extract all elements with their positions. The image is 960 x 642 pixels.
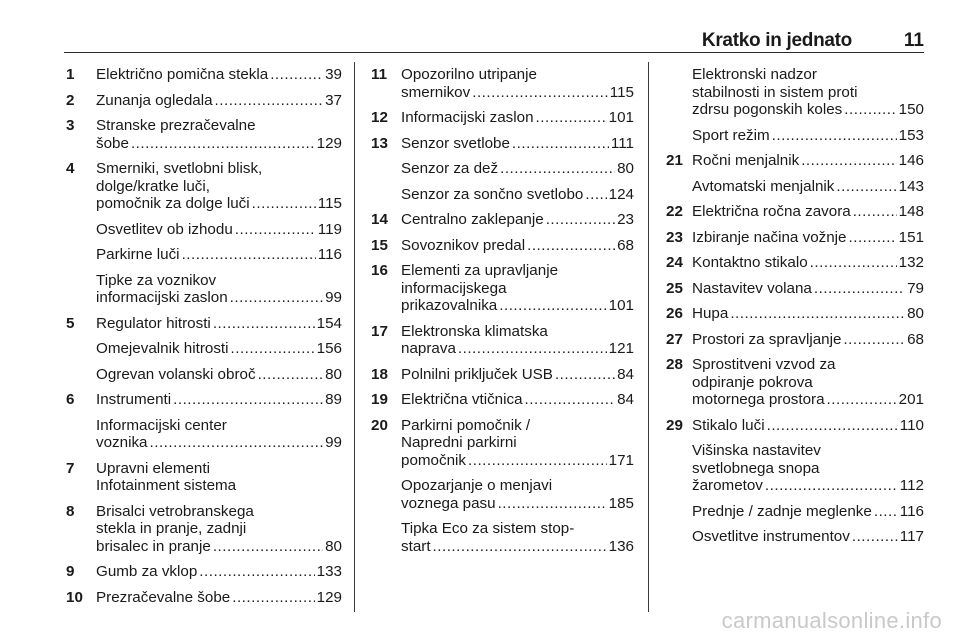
entry-last-line	[96, 538, 342, 556]
dot-leader	[874, 503, 898, 521]
dot-leader	[131, 135, 315, 153]
entry-last-line	[692, 203, 924, 221]
page-reference[interactable]: 79	[907, 279, 924, 297]
entry-last-line	[96, 195, 342, 213]
dot-leader	[468, 452, 607, 470]
index-entry	[66, 391, 342, 409]
callout-number: 18	[371, 365, 388, 383]
entry-last-line	[96, 289, 342, 307]
dot-leader	[231, 340, 315, 358]
page-reference[interactable]: 110	[899, 416, 924, 434]
entry-text-line: Infotainment sistema	[96, 477, 237, 494]
entry-last-line	[692, 331, 924, 349]
entry-text-line: Tipke za voznikov	[96, 271, 217, 289]
page-reference[interactable]: 116	[317, 246, 342, 263]
entry-label: pomočnik za dolge luči	[96, 195, 250, 212]
index-entry	[371, 160, 634, 178]
page-reference[interactable]: 80	[907, 305, 924, 322]
entry-text-line: svetlobnega snopa	[692, 459, 820, 477]
dot-leader	[827, 391, 897, 409]
entry-last-line	[401, 391, 634, 409]
page-reference[interactable]: 68	[617, 236, 634, 254]
page-reference[interactable]: 124	[608, 185, 634, 203]
dot-leader	[810, 254, 897, 272]
entry-text-line: informacijskega	[401, 279, 507, 297]
index-column-1	[66, 66, 342, 614]
entry-text-line: stabilnosti in sistem proti	[692, 83, 858, 101]
entry-label: Informacijski zaslon	[401, 109, 534, 126]
index-entry	[371, 186, 634, 204]
callout-number: 13	[371, 134, 388, 152]
entry-label: Sovoznikov predal	[401, 236, 526, 254]
page-reference[interactable]: 133	[316, 563, 342, 580]
index-entry	[371, 66, 634, 101]
entry-last-line	[96, 315, 342, 333]
index-entry	[666, 66, 924, 119]
entry-text-line: Višinska nastavitev	[692, 442, 821, 459]
page-reference[interactable]: 89	[325, 391, 342, 408]
dot-leader	[215, 92, 324, 110]
entry-last-line	[401, 538, 634, 556]
page-reference[interactable]: 84	[617, 365, 634, 383]
dot-leader	[844, 101, 896, 119]
page-reference[interactable]: 68	[907, 330, 924, 348]
entry-label: Centralno zaklepanje	[401, 211, 544, 228]
dot-leader	[213, 538, 323, 556]
entry-last-line	[96, 135, 342, 153]
page-title: Kratko in jednato	[701, 30, 852, 51]
entry-last-line	[401, 340, 634, 358]
entry-label: Polnilni priključek USB	[401, 365, 553, 383]
index-entry	[371, 477, 634, 512]
entry-last-line	[692, 178, 924, 196]
dot-leader	[525, 391, 616, 409]
page-reference[interactable]: 132	[898, 254, 924, 271]
dot-leader	[150, 434, 324, 452]
entry-label: Sport režim	[692, 126, 770, 144]
dot-leader	[765, 477, 898, 495]
dot-leader	[252, 195, 316, 213]
page-reference[interactable]: 146	[898, 152, 924, 169]
dot-leader	[843, 331, 905, 349]
entry-label: Parkirne luči	[96, 246, 180, 263]
entry-last-line	[692, 152, 924, 170]
entry-text-line: Parkirni pomočnik /	[401, 416, 531, 434]
index-column-2	[371, 66, 634, 563]
page-reference[interactable]: 148	[898, 203, 924, 220]
entry-text-line: Tipka Eco za sistem stop-	[401, 520, 575, 537]
dot-leader	[512, 135, 609, 153]
dot-leader	[849, 229, 897, 247]
entry-label: Senzor za sončno svetlobo	[401, 185, 584, 203]
entry-label: Električna vtičnica	[401, 391, 523, 408]
entry-label: Ogrevan volanski obroč	[96, 365, 256, 383]
callout-number: 27	[666, 330, 683, 348]
index-entry	[66, 417, 342, 452]
index-entry	[66, 66, 342, 84]
page-reference[interactable]: 201	[898, 391, 924, 408]
dot-leader	[258, 366, 324, 384]
entry-last-line	[401, 297, 634, 315]
index-entry	[66, 340, 342, 358]
index-entry	[666, 229, 924, 247]
index-entry	[66, 92, 342, 110]
entry-label: Osvetlitev ob izhodu	[96, 220, 233, 238]
callout-number: 5	[66, 314, 75, 332]
index-entry	[371, 520, 634, 555]
entry-label: Osvetlitve instrumentov	[692, 528, 850, 545]
entry-text-line: Informacijski center	[96, 416, 227, 434]
dot-leader	[270, 66, 323, 84]
entry-text-line: stekla in pranje, zadnji	[96, 520, 247, 537]
entry-label: pomočnik	[401, 451, 466, 469]
index-entry	[666, 254, 924, 272]
entry-label: šobe	[96, 134, 129, 152]
index-entry	[371, 109, 634, 127]
dot-leader	[852, 528, 898, 546]
entry-last-line	[96, 66, 342, 84]
index-entry	[371, 366, 634, 384]
page-reference[interactable]: 37	[325, 91, 342, 109]
index-entry	[371, 135, 634, 153]
dot-leader	[499, 297, 606, 315]
page-header	[64, 26, 924, 53]
callout-number: 26	[666, 305, 683, 322]
dot-leader	[555, 366, 615, 384]
entry-last-line	[401, 109, 634, 127]
entry-text-line: Smerniki, svetlobni blisk,	[96, 160, 263, 177]
page-reference[interactable]: 116	[899, 502, 924, 520]
dot-leader	[536, 109, 607, 127]
index-entry	[66, 117, 342, 152]
page-reference[interactable]: 154	[316, 314, 342, 332]
entry-label: Nastavitev volana	[692, 279, 812, 297]
entry-last-line	[96, 340, 342, 358]
callout-number: 2	[66, 91, 75, 109]
callout-number: 4	[66, 160, 75, 177]
entry-text-line: Elektronski nadzor	[692, 66, 817, 83]
dot-leader	[836, 178, 896, 196]
page-reference[interactable]: 185	[608, 494, 634, 512]
page-reference[interactable]: 23	[617, 211, 634, 228]
entry-label: Omejevalnik hitrosti	[96, 340, 229, 357]
page-reference[interactable]: 101	[608, 109, 634, 126]
entry-label: Stikalo luči	[692, 416, 765, 434]
callout-number: 3	[66, 117, 75, 134]
entry-last-line	[692, 528, 924, 546]
callout-number: 15	[371, 236, 388, 254]
index-entry	[666, 305, 924, 323]
page-reference[interactable]: 80	[617, 160, 634, 177]
index-entry	[666, 280, 924, 298]
entry-text-line: Sprostitveni vzvod za	[692, 356, 836, 373]
entry-last-line	[401, 186, 634, 204]
entry-last-line	[96, 563, 342, 581]
index-entry	[666, 178, 924, 196]
entry-label: Zunanja ogledala	[96, 91, 213, 109]
page-reference[interactable]: 112	[899, 477, 924, 494]
index-entry	[371, 417, 634, 470]
page-reference[interactable]: 115	[317, 195, 342, 212]
entry-last-line	[96, 92, 342, 110]
entry-label: Prezračevalne šobe	[96, 588, 231, 606]
index-entry	[66, 366, 342, 384]
entry-last-line	[96, 391, 342, 409]
entry-label: Električna ročna zavora	[692, 203, 851, 220]
index-entry	[666, 442, 924, 495]
dot-leader	[235, 221, 316, 239]
callout-number: 19	[371, 391, 388, 408]
page-reference[interactable]: 111	[610, 134, 634, 152]
entry-label: Regulator hitrosti	[96, 314, 211, 332]
index-entry	[666, 203, 924, 221]
entry-last-line	[401, 160, 634, 178]
index-entry	[66, 272, 342, 307]
dot-leader	[801, 152, 896, 170]
page-reference[interactable]: 151	[898, 228, 924, 246]
callout-number: 20	[371, 416, 388, 434]
index-column-3	[666, 66, 924, 554]
index-entry	[371, 237, 634, 255]
entry-label: Prednje / zadnje meglenke	[692, 502, 872, 520]
page-reference[interactable]: 80	[325, 365, 342, 383]
dot-leader	[173, 391, 323, 409]
entry-text-line: Brisalci vetrobranskega	[96, 502, 254, 520]
callout-number: 10	[66, 588, 83, 606]
callout-number: 6	[66, 391, 75, 408]
entry-text-line: Stranske prezračevalne	[96, 117, 256, 134]
entry-last-line	[401, 84, 634, 102]
entry-last-line	[401, 211, 634, 229]
page-reference[interactable]: 136	[608, 537, 634, 555]
callout-number: 8	[66, 502, 75, 520]
dot-leader	[546, 211, 615, 229]
callout-number: 17	[371, 322, 388, 340]
dot-leader	[230, 289, 323, 307]
entry-last-line	[96, 434, 342, 452]
callout-number: 24	[666, 254, 683, 271]
page-reference[interactable]: 84	[617, 391, 634, 408]
page-reference[interactable]: 150	[898, 101, 924, 118]
callout-number: 21	[666, 152, 683, 169]
dot-leader	[814, 280, 905, 298]
page-reference[interactable]: 156	[316, 340, 342, 357]
entry-last-line	[401, 495, 634, 513]
callout-number: 28	[666, 356, 683, 373]
entry-last-line	[692, 127, 924, 145]
entry-last-line	[692, 417, 924, 435]
index-entry	[666, 152, 924, 170]
index-entry	[666, 503, 924, 521]
entry-last-line	[692, 503, 924, 521]
entry-last-line	[96, 221, 342, 239]
callout-number: 11	[371, 66, 388, 83]
entry-last-line	[692, 477, 924, 495]
dot-leader	[458, 340, 607, 358]
column-divider	[648, 62, 649, 612]
entry-last-line	[401, 135, 634, 153]
dot-leader	[232, 589, 314, 607]
callout-number: 16	[371, 262, 388, 279]
entry-text-line: Elektronska klimatska	[401, 322, 548, 340]
entry-label: Izbiranje načina vožnje	[692, 228, 847, 246]
column-divider	[354, 62, 355, 612]
dot-leader	[472, 84, 608, 102]
entry-last-line	[692, 229, 924, 247]
entry-label: Prostori za spravljanje	[692, 330, 842, 348]
entry-text-line: dolge/kratke luči,	[96, 177, 210, 195]
index-entry	[666, 356, 924, 409]
callout-number: 22	[666, 203, 683, 220]
entry-last-line	[401, 366, 634, 384]
entry-label: Ročni menjalnik	[692, 152, 800, 169]
entry-label: Kontaktno stikalo	[692, 254, 808, 271]
entry-text-line: Opozarjanje o menjavi	[401, 477, 553, 494]
index-entry	[666, 127, 924, 145]
index-entry	[66, 160, 342, 213]
watermark: carmanualsonline.info	[721, 608, 942, 633]
index-entry	[371, 323, 634, 358]
dot-leader	[772, 127, 897, 145]
entry-text-line: odpiranje pokrova	[692, 373, 813, 391]
callout-number: 1	[66, 66, 75, 83]
callout-number: 25	[666, 279, 683, 297]
entry-last-line	[692, 280, 924, 298]
dot-leader	[853, 203, 897, 221]
callout-number: 29	[666, 416, 683, 434]
dot-leader	[730, 305, 905, 323]
index-entry	[66, 503, 342, 556]
entry-last-line	[401, 237, 634, 255]
entry-label: Senzor za dež	[401, 160, 499, 177]
index-entry	[66, 563, 342, 581]
index-entry	[66, 315, 342, 333]
entry-label: Električno pomična stekla	[96, 66, 269, 83]
dot-leader	[433, 538, 607, 556]
dot-leader	[767, 417, 898, 435]
entry-text-line: Opozorilno utripanje	[401, 66, 537, 83]
entry-label: prikazovalnika	[401, 297, 498, 314]
entry-last-line	[96, 589, 342, 607]
entry-last-line	[692, 305, 924, 323]
index-entry	[371, 391, 634, 409]
entry-last-line	[692, 101, 924, 119]
page-reference[interactable]: 80	[325, 537, 342, 555]
index-entry	[66, 246, 342, 264]
page-reference[interactable]: 121	[608, 340, 634, 357]
callout-number: 9	[66, 563, 75, 580]
dot-leader	[500, 160, 615, 178]
page-reference[interactable]: 117	[899, 528, 924, 545]
index-entry	[66, 589, 342, 607]
entry-label: start	[401, 537, 431, 555]
entry-label: Avtomatski menjalnik	[692, 177, 835, 195]
page-reference[interactable]: 99	[325, 289, 342, 306]
page-reference[interactable]: 171	[608, 451, 634, 469]
entry-label: Hupa	[692, 305, 729, 322]
dot-leader	[527, 237, 615, 255]
index-entry	[371, 262, 634, 315]
index-entry	[66, 460, 342, 495]
entry-last-line	[401, 452, 634, 470]
page-reference[interactable]: 101	[608, 297, 634, 314]
entry-label: zdrsu pogonskih koles	[692, 101, 843, 118]
page-reference[interactable]: 39	[325, 66, 342, 83]
index-entry	[666, 528, 924, 546]
entry-last-line	[692, 254, 924, 272]
entry-label: voznika	[96, 434, 148, 451]
index-entry	[666, 417, 924, 435]
dot-leader	[585, 186, 606, 204]
entry-label: Instrumenti	[96, 391, 172, 408]
page-reference[interactable]: 119	[317, 220, 342, 238]
entry-label: voznega pasu	[401, 494, 496, 512]
callout-number: 12	[371, 109, 388, 126]
entry-label: Gumb za vklop	[96, 563, 198, 580]
page-reference[interactable]: 115	[609, 83, 634, 101]
dot-leader	[199, 563, 314, 581]
index-entry	[666, 331, 924, 349]
page-number: 11	[903, 30, 924, 51]
entry-last-line	[692, 391, 924, 409]
entry-label: Senzor svetlobe	[401, 134, 510, 152]
entry-text-line: Upravni elementi	[96, 459, 210, 477]
callout-number: 7	[66, 459, 75, 477]
entry-label: žarometov	[692, 477, 763, 494]
entry-label: motornega prostora	[692, 391, 825, 408]
entry-label: naprava	[401, 340, 456, 357]
entry-label: smernikov	[401, 83, 471, 101]
entry-last-line	[96, 246, 342, 264]
dot-leader	[182, 246, 316, 264]
page-reference[interactable]: 143	[898, 177, 924, 195]
dot-leader	[498, 495, 607, 513]
callout-number: 14	[371, 211, 388, 228]
page-reference[interactable]: 99	[325, 434, 342, 451]
page-reference[interactable]: 129	[316, 588, 342, 606]
index-entry	[371, 211, 634, 229]
callout-number: 23	[666, 228, 683, 246]
index-entry	[66, 221, 342, 239]
entry-last-line	[96, 366, 342, 384]
entry-label: informacijski zaslon	[96, 289, 228, 306]
page-reference[interactable]: 153	[898, 126, 924, 144]
entry-label: brisalec in pranje	[96, 537, 211, 555]
page-reference[interactable]: 129	[316, 134, 342, 152]
entry-text-line: Napredni parkirni	[401, 434, 517, 451]
dot-leader	[213, 315, 315, 333]
entry-text-line: Elementi za upravljanje	[401, 262, 559, 279]
